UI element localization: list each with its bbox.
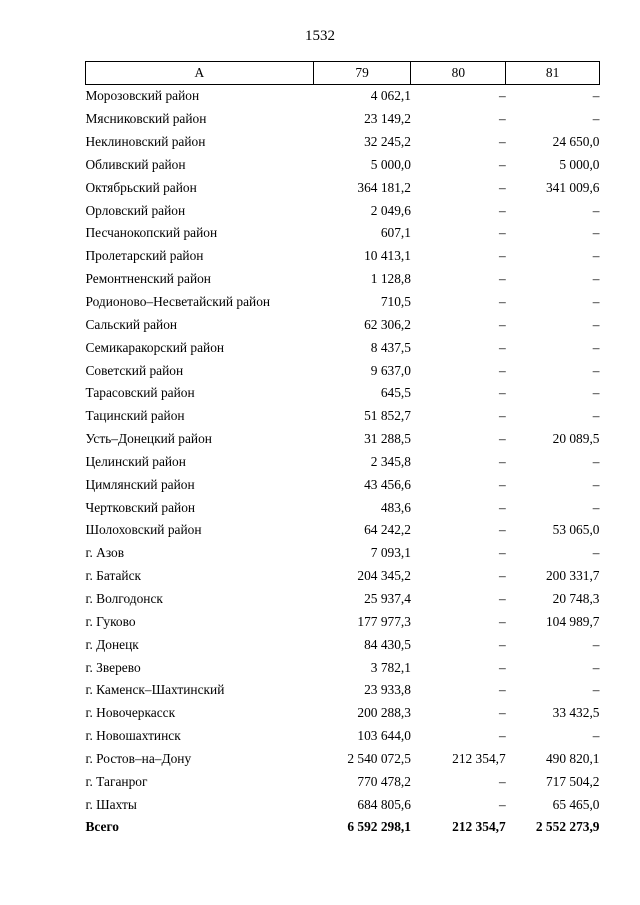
value-col-81: 5 000,0 <box>559 156 600 172</box>
value-col-81: – <box>592 453 600 469</box>
row-name: г. Гуково <box>85 613 136 629</box>
value-col-80: – <box>498 590 506 606</box>
row-name: г. Таганрог <box>85 773 148 789</box>
value-col-79: 204 345,2 <box>357 568 411 584</box>
value-col-79: 177 977,3 <box>357 613 411 629</box>
value-col-81: – <box>592 659 600 675</box>
row-name: Шолоховский район <box>85 522 202 538</box>
value-col-81: – <box>592 636 600 652</box>
table-row <box>86 565 600 588</box>
value-col-81: – <box>592 682 600 698</box>
value-col-80: – <box>498 796 506 812</box>
value-col-81: – <box>592 476 600 492</box>
value-col-79: 684 805,6 <box>357 796 411 812</box>
table-row <box>86 793 600 816</box>
value-col-80: – <box>498 156 506 172</box>
value-col-79: 43 456,6 <box>364 476 411 492</box>
value-col-79: 1 128,8 <box>370 271 411 287</box>
budget-table <box>85 61 600 839</box>
row-name: Усть–Донецкий район <box>85 431 212 447</box>
row-name: Неклиновский район <box>85 134 206 150</box>
table-row <box>86 176 600 199</box>
value-col-79: 62 306,2 <box>364 316 411 332</box>
value-col-81: – <box>592 248 600 264</box>
value-col-79: 710,5 <box>380 294 411 310</box>
table-row <box>86 222 600 245</box>
row-name: Песчанокопский район <box>85 225 218 241</box>
table-row <box>86 291 600 314</box>
value-col-81: 20 748,3 <box>552 590 600 606</box>
value-col-80: – <box>498 88 506 104</box>
value-col-79: 31 288,5 <box>364 431 411 447</box>
value-col-79: 10 413,1 <box>364 248 411 264</box>
value-col-81: – <box>592 225 600 241</box>
value-col-81: – <box>592 111 600 127</box>
table-row <box>86 405 600 428</box>
value-col-79: 64 242,2 <box>364 522 411 538</box>
row-name: Тарасовский район <box>85 385 195 401</box>
row-name: г. Шахты <box>85 796 137 812</box>
table-row <box>86 245 600 268</box>
value-col-80: – <box>498 248 506 264</box>
value-col-80: – <box>498 339 506 355</box>
row-name: Тацинский район <box>85 408 185 424</box>
value-col-81: 65 465,0 <box>552 796 600 812</box>
row-name: г. Новошахтинск <box>85 728 181 744</box>
value-col-79: 2 049,6 <box>370 202 411 218</box>
value-col-79: 2 345,8 <box>370 453 411 469</box>
value-col-79: 483,6 <box>380 499 411 515</box>
value-col-80: – <box>498 613 506 629</box>
value-col-80: – <box>498 202 506 218</box>
value-col-80: – <box>498 659 506 675</box>
value-col-79: 23 933,8 <box>364 682 411 698</box>
value-col-79: 103 644,0 <box>357 728 411 744</box>
value-col-79: 23 149,2 <box>364 111 411 127</box>
value-col-80: – <box>498 179 506 195</box>
row-name: г. Каменск–Шахтинский <box>85 682 225 698</box>
row-name: г. Новочеркасск <box>85 705 176 721</box>
total-col-79: 6 592 298,1 <box>347 819 411 835</box>
table-row <box>86 633 600 656</box>
value-col-79: 9 637,0 <box>370 362 411 378</box>
value-col-81: 341 009,6 <box>545 179 600 195</box>
value-col-79: 645,5 <box>380 385 411 401</box>
value-col-79: 4 062,1 <box>370 88 411 104</box>
value-col-80: – <box>498 362 506 378</box>
total-row <box>86 816 600 839</box>
value-col-80: – <box>498 545 506 561</box>
value-col-79: 200 288,3 <box>357 705 411 721</box>
value-col-80: – <box>498 522 506 538</box>
table-row <box>86 313 600 336</box>
column-header-81: 81 <box>506 62 600 85</box>
value-col-81: – <box>592 339 600 355</box>
value-col-79: 607,1 <box>380 225 411 241</box>
value-col-79: 5 000,0 <box>370 156 411 172</box>
value-col-79: 84 430,5 <box>364 636 411 652</box>
row-name: Семикаракорский район <box>85 339 225 355</box>
value-col-80: – <box>498 294 506 310</box>
value-col-81: 24 650,0 <box>552 134 600 150</box>
total-col-81: 2 552 273,9 <box>535 819 600 835</box>
value-col-79: 25 937,4 <box>364 590 411 606</box>
value-col-81: – <box>592 728 600 744</box>
row-name: Мясниковский район <box>85 111 207 127</box>
table-row <box>86 428 600 451</box>
total-col-80: 212 354,7 <box>452 819 506 835</box>
table-row <box>86 336 600 359</box>
row-name: Советский район <box>85 362 184 378</box>
row-name: Родионово–Несветайский район <box>85 294 271 310</box>
value-col-81: – <box>592 271 600 287</box>
table-row <box>86 725 600 748</box>
value-col-80: – <box>498 568 506 584</box>
row-name: г. Зверево <box>85 659 141 675</box>
row-name: г. Донецк <box>85 636 139 652</box>
value-col-81: – <box>592 385 600 401</box>
value-col-81: 20 089,5 <box>552 431 600 447</box>
row-name: Целинский район <box>85 453 186 469</box>
value-col-79: 2 540 072,5 <box>347 750 411 766</box>
table-row <box>86 382 600 405</box>
value-col-80: – <box>498 271 506 287</box>
table-row <box>86 268 600 291</box>
row-name: Морозовский район <box>85 88 200 104</box>
value-col-80: – <box>498 728 506 744</box>
column-header-a: А <box>86 62 314 85</box>
column-header-79: 79 <box>313 62 411 85</box>
table-row <box>86 770 600 793</box>
value-col-80: – <box>498 385 506 401</box>
table-row <box>86 108 600 131</box>
value-col-81: 490 820,1 <box>545 750 600 766</box>
value-col-81: 53 065,0 <box>552 522 600 538</box>
table-header-row <box>86 62 600 85</box>
value-col-80: – <box>498 134 506 150</box>
value-col-79: 7 093,1 <box>370 545 411 561</box>
value-col-81: – <box>592 294 600 310</box>
value-col-80: – <box>498 453 506 469</box>
table-row <box>86 359 600 382</box>
value-col-80: – <box>498 636 506 652</box>
value-col-80: – <box>498 682 506 698</box>
value-col-81: – <box>592 408 600 424</box>
table-row <box>86 451 600 474</box>
page-number: 1532 <box>305 28 335 44</box>
value-col-80: – <box>498 773 506 789</box>
row-name: Пролетарский район <box>85 248 204 264</box>
row-name: г. Волгодонск <box>85 590 163 606</box>
table-row <box>86 679 600 702</box>
table-row <box>86 656 600 679</box>
table-row <box>86 131 600 154</box>
table-row <box>86 519 600 542</box>
table-row <box>86 610 600 633</box>
value-col-79: 32 245,2 <box>364 134 411 150</box>
value-col-80: – <box>498 499 506 515</box>
row-name: Сальский район <box>85 316 178 332</box>
row-name: Цимлянский район <box>85 476 195 492</box>
value-col-81: – <box>592 88 600 104</box>
value-col-79: 51 852,7 <box>364 408 411 424</box>
value-col-80: – <box>498 111 506 127</box>
total-label: Всего <box>85 819 119 835</box>
value-col-81: 33 432,5 <box>552 705 600 721</box>
value-col-79: 8 437,5 <box>370 339 411 355</box>
table-row <box>86 85 600 108</box>
table-row <box>86 542 600 565</box>
value-col-81: – <box>592 202 600 218</box>
value-col-80: – <box>498 476 506 492</box>
value-col-80: 212 354,7 <box>452 750 506 766</box>
table-row <box>86 473 600 496</box>
value-col-79: 364 181,2 <box>357 179 411 195</box>
value-col-81: 104 989,7 <box>545 613 600 629</box>
table-row <box>86 588 600 611</box>
row-name: Чертковский район <box>85 499 196 515</box>
row-name: г. Ростов–на–Дону <box>85 750 192 766</box>
table-row <box>86 747 600 770</box>
row-name: Ремонтненский район <box>85 271 211 287</box>
value-col-81: 717 504,2 <box>545 773 600 789</box>
value-col-80: – <box>498 705 506 721</box>
value-col-80: – <box>498 225 506 241</box>
value-col-81: – <box>592 316 600 332</box>
value-col-80: – <box>498 316 506 332</box>
table-row <box>86 702 600 725</box>
value-col-81: – <box>592 362 600 378</box>
value-col-81: – <box>592 545 600 561</box>
row-name: Орловский район <box>85 202 186 218</box>
value-col-79: 770 478,2 <box>357 773 411 789</box>
row-name: Октябрьский район <box>85 179 197 195</box>
row-name: г. Батайск <box>85 568 142 584</box>
row-name: Обливский район <box>85 156 186 172</box>
value-col-81: – <box>592 499 600 515</box>
table-row <box>86 154 600 177</box>
column-header-80: 80 <box>411 62 506 85</box>
table-row <box>86 199 600 222</box>
value-col-81: 200 331,7 <box>545 568 600 584</box>
value-col-79: 3 782,1 <box>370 659 411 675</box>
table-row <box>86 496 600 519</box>
value-col-80: – <box>498 431 506 447</box>
value-col-80: – <box>498 408 506 424</box>
row-name: г. Азов <box>85 545 125 561</box>
